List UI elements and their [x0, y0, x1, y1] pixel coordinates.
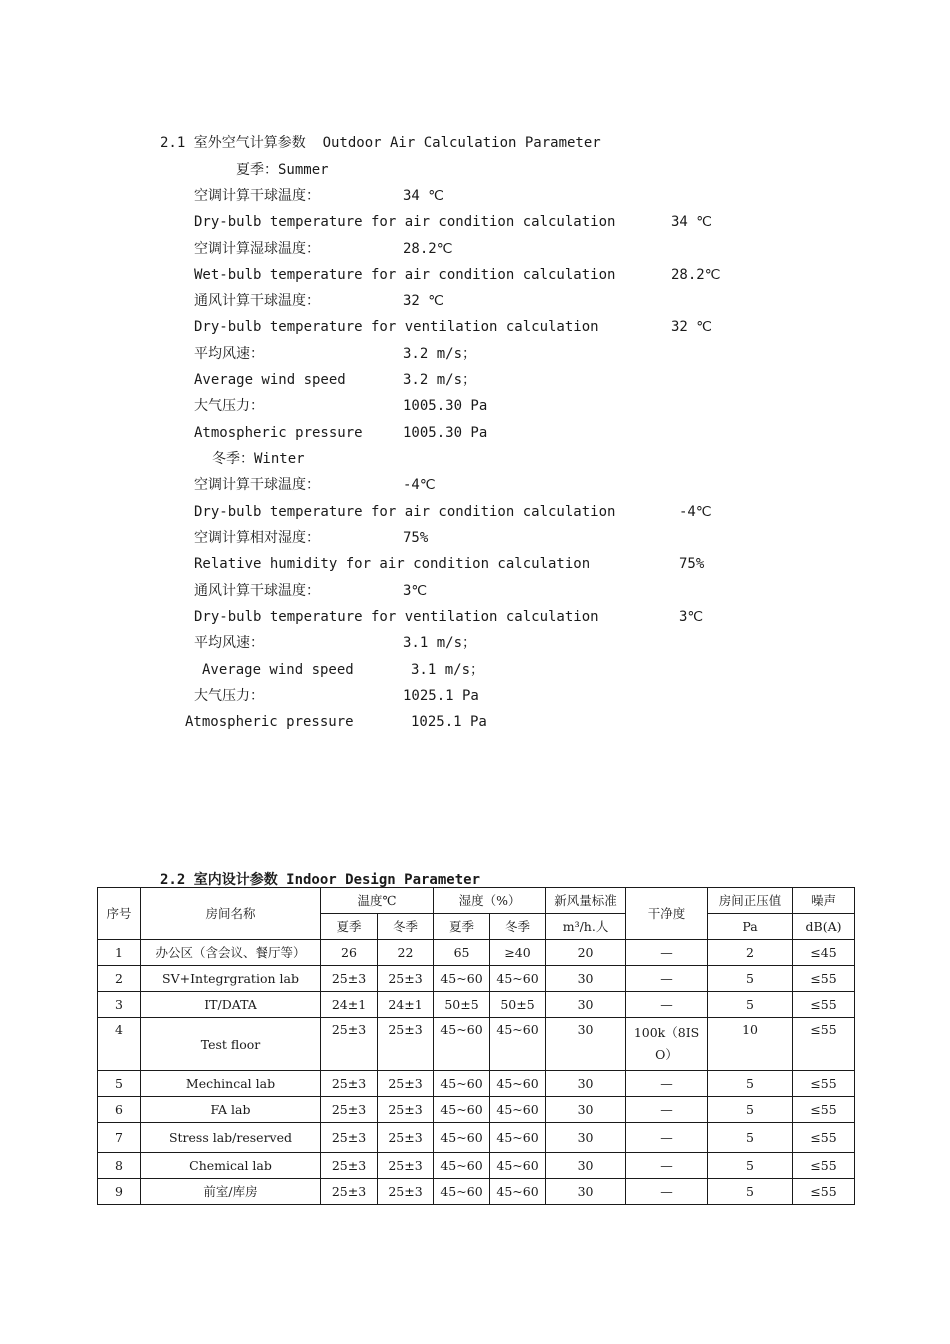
header-humidity: 湿度（%）: [434, 888, 546, 914]
param-value: -4℃: [403, 477, 436, 493]
param-label: 大气压力：: [194, 688, 264, 704]
cell-humidity-summer: 45~60: [434, 1018, 490, 1071]
header-temp-summer: 夏季: [321, 914, 378, 940]
section-title-outdoor: 2.1 室外空气计算参数 Outdoor Air Calculation Parameter: [160, 135, 601, 151]
header-temp-winter: 冬季: [378, 914, 434, 940]
cell-temp-winter: 24±1: [378, 992, 434, 1018]
cell-temp-summer: 25±3: [321, 1071, 378, 1097]
table-row: [98, 1018, 855, 1071]
cell-noise: ≤55: [793, 966, 855, 992]
cell-humidity-summer: 45~60: [434, 1179, 490, 1205]
cell-room: Test floor: [141, 1018, 321, 1071]
cell-fresh-air: 30: [546, 1071, 626, 1097]
param-value: -4℃: [679, 504, 712, 520]
header-cleanliness: 干净度: [626, 888, 708, 940]
cell-fresh-air: 30: [546, 1018, 626, 1071]
param-value: 3.1 m/s；: [411, 662, 485, 678]
param-label: 大气压力：: [194, 398, 264, 414]
header-room: 房间名称: [141, 888, 321, 940]
cell-fresh-air: 30: [546, 1097, 626, 1123]
cell-cleanliness: —: [626, 992, 708, 1018]
param-value: 32 ℃: [671, 319, 713, 335]
table-row: [98, 1071, 855, 1097]
cell-fresh-air: 20: [546, 940, 626, 966]
param-value: 3.2 m/s；: [403, 346, 477, 362]
cell-temp-summer: 25±3: [321, 1179, 378, 1205]
cell-temp-winter: 25±3: [378, 1179, 434, 1205]
cell-temp-winter: 25±3: [378, 1123, 434, 1153]
param-label: 通风计算干球温度：: [194, 293, 320, 309]
cell-no: 9: [98, 1179, 141, 1205]
param-value: 3.2 m/s；: [403, 372, 477, 388]
cell-humidity-summer: 45~60: [434, 1097, 490, 1123]
cell-no: 2: [98, 966, 141, 992]
cell-humidity-winter: ≥40: [490, 940, 546, 966]
cell-fresh-air: 30: [546, 1123, 626, 1153]
cell-temp-summer: 25±3: [321, 1153, 378, 1179]
summer-heading: 夏季：Summer: [236, 162, 329, 178]
header-humidity-summer: 夏季: [434, 914, 490, 940]
cell-cleanliness: —: [626, 1097, 708, 1123]
cell-room: Chemical lab: [141, 1153, 321, 1179]
cell-humidity-winter: 45~60: [490, 1097, 546, 1123]
cell-temp-summer: 24±1: [321, 992, 378, 1018]
cell-pressure: 5: [708, 1071, 793, 1097]
cell-noise: ≤55: [793, 992, 855, 1018]
cell-humidity-winter: 45~60: [490, 966, 546, 992]
cell-room: Stress lab/reserved: [141, 1123, 321, 1153]
header-pressure-unit: Pa: [708, 914, 793, 940]
param-label: Dry-bulb temperature for air condition calculation: [194, 214, 616, 230]
cell-noise: ≤55: [793, 1153, 855, 1179]
cell-no: 1: [98, 940, 141, 966]
cell-fresh-air: 30: [546, 966, 626, 992]
cell-temp-summer: 26: [321, 940, 378, 966]
cell-noise: ≤55: [793, 1097, 855, 1123]
cell-cleanliness: 100k（8ISO）: [626, 1018, 708, 1071]
param-value: 1025.1 Pa: [403, 688, 479, 704]
cell-temp-winter: 25±3: [378, 1153, 434, 1179]
cell-no: 7: [98, 1123, 141, 1153]
cell-fresh-air: 30: [546, 1153, 626, 1179]
cell-noise: ≤55: [793, 1179, 855, 1205]
param-value: 75%: [403, 530, 429, 546]
cell-no: 5: [98, 1071, 141, 1097]
cell-temp-winter: 25±3: [378, 966, 434, 992]
cell-temp-summer: 25±3: [321, 1018, 378, 1071]
cell-room: 办公区（含会议、餐厅等）: [141, 940, 321, 966]
cell-humidity-winter: 50±5: [490, 992, 546, 1018]
cell-cleanliness: —: [626, 966, 708, 992]
table-header-row: [98, 888, 855, 914]
cell-room: 前室/库房: [141, 1179, 321, 1205]
cell-temp-winter: 25±3: [378, 1097, 434, 1123]
param-label: 空调计算相对湿度：: [194, 530, 320, 546]
cell-pressure: 5: [708, 992, 793, 1018]
cell-temp-summer: 25±3: [321, 1123, 378, 1153]
param-value: 28.2℃: [671, 267, 721, 283]
param-value: 3℃: [679, 609, 704, 625]
table-row: [98, 1179, 855, 1205]
header-temp: 温度℃: [321, 888, 434, 914]
param-label: Atmospheric pressure: [185, 714, 354, 730]
cell-pressure: 10: [708, 1018, 793, 1071]
param-value: 34 ℃: [403, 188, 445, 204]
cell-pressure: 2: [708, 940, 793, 966]
cell-room: Mechincal lab: [141, 1071, 321, 1097]
cell-pressure: 5: [708, 1179, 793, 1205]
cell-temp-winter: 25±3: [378, 1071, 434, 1097]
param-label: 空调计算湿球温度：: [194, 241, 320, 257]
header-noise: 噪声: [793, 888, 855, 914]
param-label: Dry-bulb temperature for ventilation calculation: [194, 609, 599, 625]
cell-room: IT/DATA: [141, 992, 321, 1018]
cell-humidity-summer: 45~60: [434, 966, 490, 992]
cell-no: 3: [98, 992, 141, 1018]
cell-humidity-summer: 50±5: [434, 992, 490, 1018]
table-row: [98, 940, 855, 966]
cell-temp-winter: 25±3: [378, 1018, 434, 1071]
param-label: Average wind speed: [202, 662, 354, 678]
cell-room: SV+Integrgration lab: [141, 966, 321, 992]
cell-humidity-winter: 45~60: [490, 1071, 546, 1097]
cell-cleanliness: —: [626, 940, 708, 966]
param-value: 3.1 m/s；: [403, 635, 477, 651]
cell-humidity-winter: 45~60: [490, 1018, 546, 1071]
cell-temp-summer: 25±3: [321, 966, 378, 992]
cell-humidity-winter: 45~60: [490, 1179, 546, 1205]
param-value: 75%: [679, 556, 705, 572]
param-label: Average wind speed: [194, 372, 346, 388]
cell-humidity-winter: 45~60: [490, 1153, 546, 1179]
section-title-indoor: 2.2 室内设计参数 Indoor Design Parameter: [160, 872, 481, 888]
cell-humidity-summer: 45~60: [434, 1071, 490, 1097]
cell-cleanliness: —: [626, 1071, 708, 1097]
param-value: 34 ℃: [671, 214, 713, 230]
table-row: [98, 966, 855, 992]
table-row: [98, 1153, 855, 1179]
cell-humidity-summer: 45~60: [434, 1123, 490, 1153]
cell-temp-summer: 25±3: [321, 1097, 378, 1123]
cell-fresh-air: 30: [546, 992, 626, 1018]
param-value: 28.2℃: [403, 241, 453, 257]
param-value: 32 ℃: [403, 293, 445, 309]
cell-temp-winter: 22: [378, 940, 434, 966]
header-humidity-winter: 冬季: [490, 914, 546, 940]
param-value: 1005.30 Pa: [403, 425, 488, 441]
param-label: Relative humidity for air condition calculation: [194, 556, 591, 572]
cell-pressure: 5: [708, 1097, 793, 1123]
table-row: [98, 1123, 855, 1153]
cell-no: 6: [98, 1097, 141, 1123]
param-value: 1005.30 Pa: [403, 398, 488, 414]
param-label: 空调计算干球温度：: [194, 188, 320, 204]
cell-noise: ≤45: [793, 940, 855, 966]
cell-no: 4: [98, 1018, 141, 1071]
cell-no: 8: [98, 1153, 141, 1179]
param-label: Dry-bulb temperature for air condition calculation: [194, 504, 616, 520]
header-pressure: 房间正压值: [708, 888, 793, 914]
header-fresh-air: 新风量标准: [546, 888, 626, 914]
cell-cleanliness: —: [626, 1179, 708, 1205]
param-value: 1025.1 Pa: [411, 714, 487, 730]
cell-room: FA lab: [141, 1097, 321, 1123]
param-label: 平均风速：: [194, 346, 264, 362]
table-row: [98, 1097, 855, 1123]
cell-cleanliness: —: [626, 1153, 708, 1179]
indoor-design-table: [97, 887, 855, 1205]
cell-pressure: 5: [708, 1153, 793, 1179]
param-label: Dry-bulb temperature for ventilation calculation: [194, 319, 599, 335]
cell-noise: ≤55: [793, 1123, 855, 1153]
param-label: Atmospheric pressure: [194, 425, 363, 441]
cell-fresh-air: 30: [546, 1179, 626, 1205]
cell-humidity-summer: 65: [434, 940, 490, 966]
winter-heading: 冬季：Winter: [212, 451, 305, 467]
param-label: 空调计算干球温度：: [194, 477, 320, 493]
param-label: 平均风速：: [194, 635, 264, 651]
cell-humidity-summer: 45~60: [434, 1153, 490, 1179]
cell-noise: ≤55: [793, 1018, 855, 1071]
cell-noise: ≤55: [793, 1071, 855, 1097]
cell-pressure: 5: [708, 1123, 793, 1153]
header-noise-unit: dB(A): [793, 914, 855, 940]
param-value: 3℃: [403, 583, 428, 599]
param-label: Wet-bulb temperature for air condition calculation: [194, 267, 616, 283]
header-fresh-air-unit: m³/h.人: [546, 914, 626, 940]
cell-cleanliness: —: [626, 1123, 708, 1153]
header-no: 序号: [98, 888, 141, 940]
cell-humidity-winter: 45~60: [490, 1123, 546, 1153]
cell-pressure: 5: [708, 966, 793, 992]
param-label: 通风计算干球温度：: [194, 583, 320, 599]
table-row: [98, 992, 855, 1018]
